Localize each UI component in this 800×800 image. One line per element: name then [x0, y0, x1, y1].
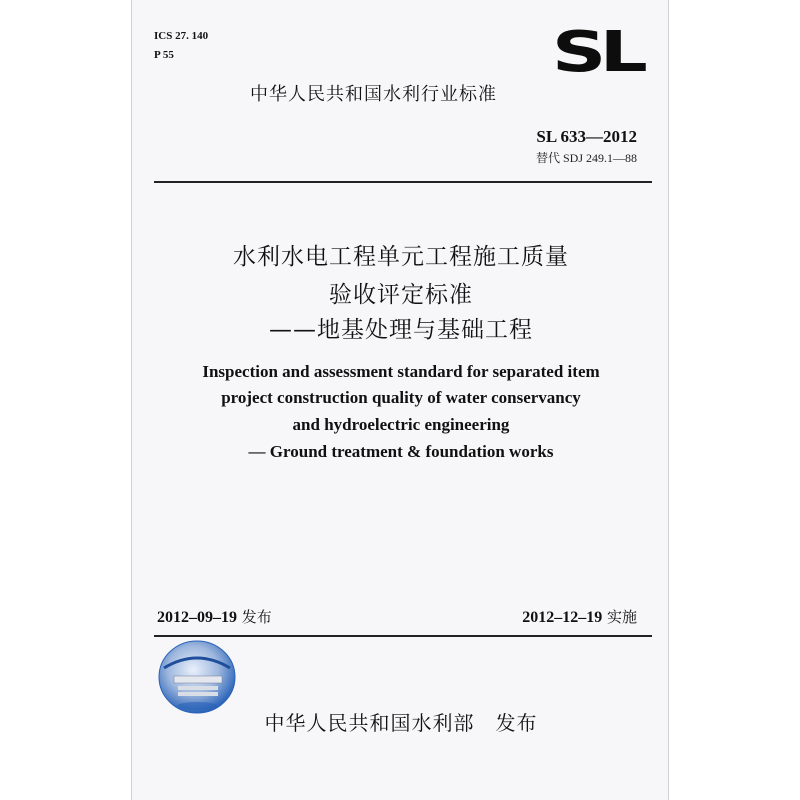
title-en-line-3: and hydroelectric engineering — [292, 415, 510, 434]
footer-divider — [154, 635, 652, 637]
impl-date-label: 实施 — [606, 608, 637, 626]
classification-code: P 55 — [154, 49, 174, 61]
industry-standard-heading: 中华人民共和国水利行业标准 — [250, 84, 497, 105]
implementation-date — [522, 610, 637, 626]
title-en-line-4: — Ground treatment & foundation works — [248, 442, 554, 461]
sl-logo: SL — [551, 20, 641, 85]
ics-code: ICS 27. 140 — [154, 30, 209, 42]
book-cover — [131, 0, 669, 800]
title-en-line-2: project construction quality of water conservancy — [221, 388, 581, 407]
title-cn-line-2: 验收评定标准 — [329, 282, 473, 308]
title-en-line-1: Inspection and assessment standard for separated item — [202, 362, 600, 381]
title-cn-line-3: ——地基处理与基础工程 — [269, 317, 533, 343]
issue-date-label: 发布 — [241, 608, 272, 626]
title-cn-line-1: 水利水电工程单元工程施工质量 — [233, 244, 569, 270]
issue-date-value: 2012–09–19 — [157, 609, 237, 626]
impl-date-value: 2012–12–19 — [522, 609, 603, 626]
standard-number: SL 633—2012 — [536, 127, 637, 146]
replaces-standard: 替代 SDJ 249.1—88 — [535, 151, 637, 165]
header-divider — [154, 181, 652, 183]
issue-date — [157, 610, 272, 626]
publisher: 中华人民共和国水利部 发布 — [264, 711, 538, 735]
anti-counterfeit-sticker-icon — [158, 640, 236, 714]
